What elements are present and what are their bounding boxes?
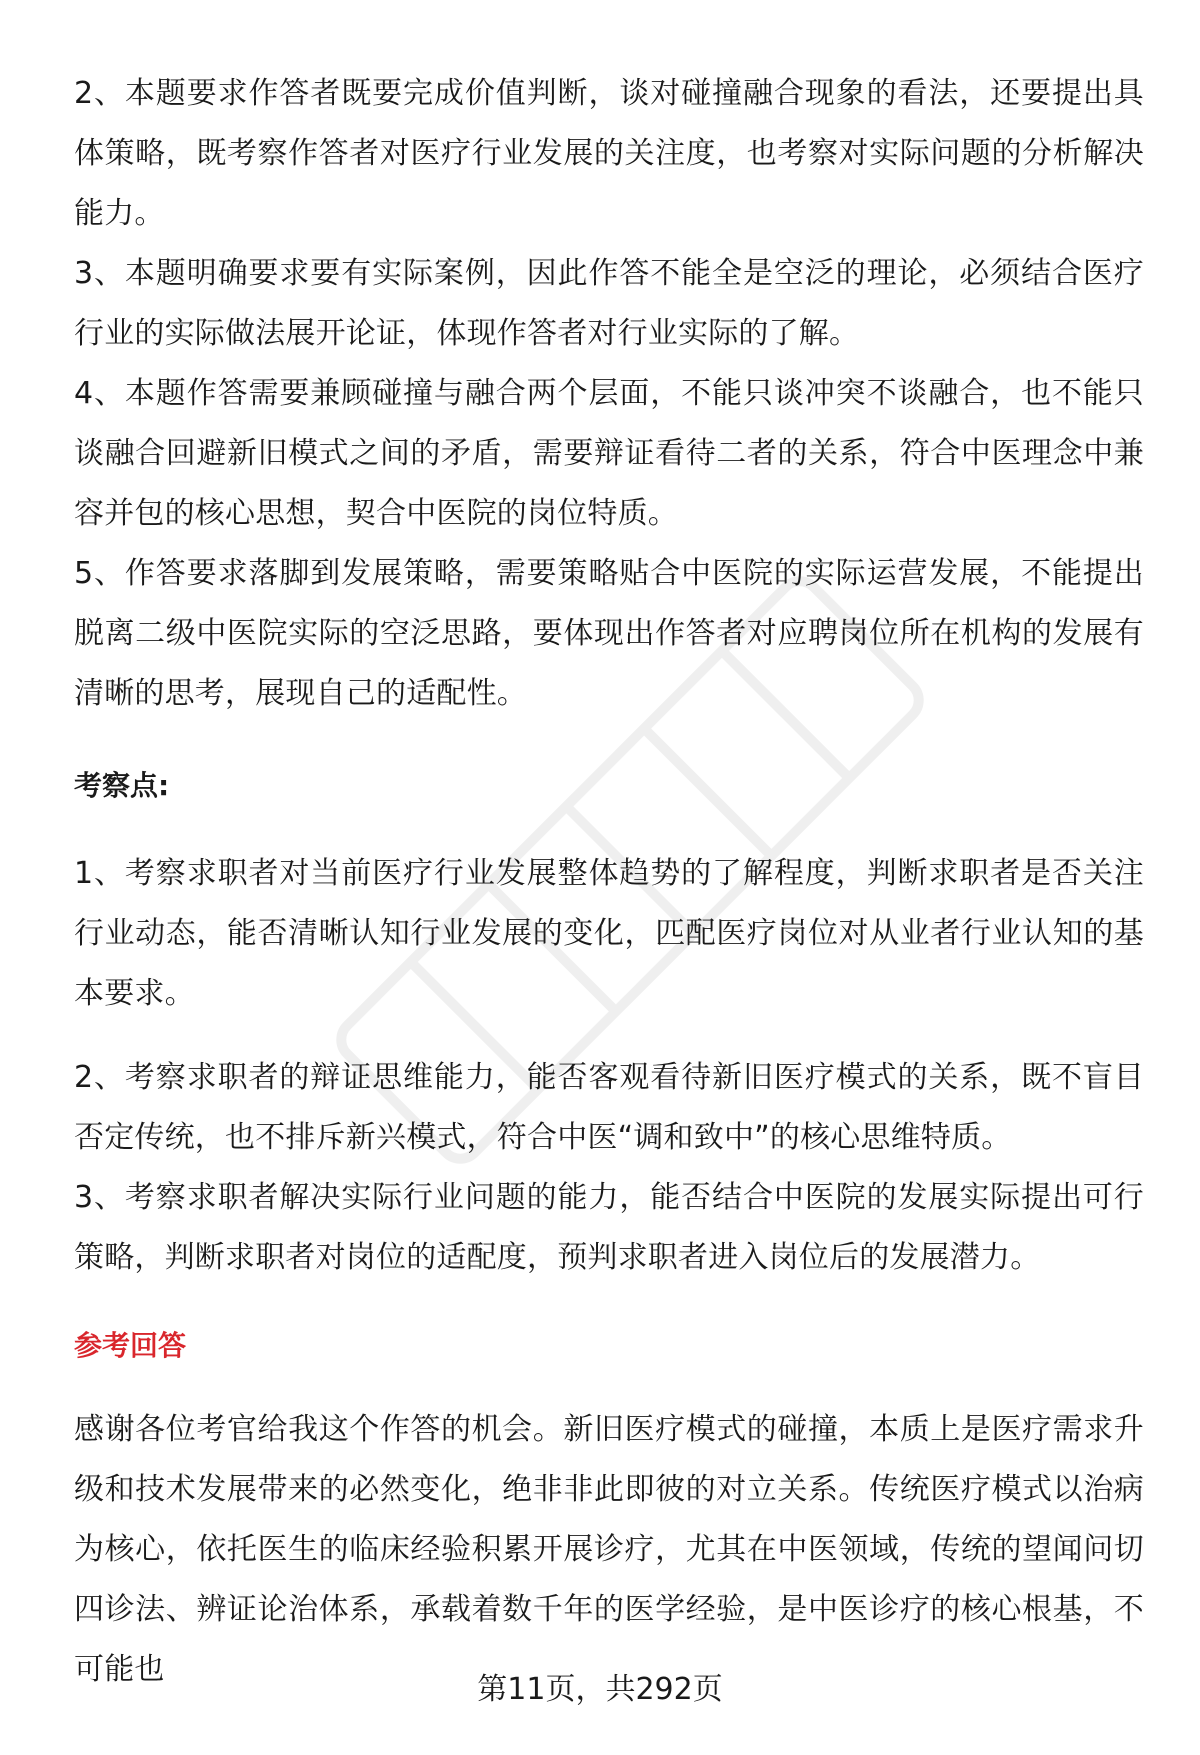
paragraph-point-4: 4、本题作答需要兼顾碰撞与融合两个层面，不能只谈冲突不谈融合，也不能只谈融合回避新旧模式之间的矛盾，需要辩证看待二者的关系，符合中医理念中兼容并包的核心思想，契合中医院的岗位特质。	[74, 376, 1144, 531]
page-content	[74, 64, 1144, 1700]
spacer	[74, 1024, 1144, 1048]
spacer	[74, 1376, 1144, 1400]
kaocha-item-2: 2、考察求职者的辩证思维能力，能否客观看待新旧医疗模式的关系，既不盲目否定传统，也不排斥新兴模式，符合中医“调和致中”的核心思维特质。	[74, 1060, 1144, 1155]
section-heading-kaocha: 考察点:	[74, 769, 170, 802]
kaocha-item-1: 1、考察求职者对当前医疗行业发展整体趋势的了解程度，判断求职者是否关注行业动态，能否清晰认知行业发展的变化，匹配医疗岗位对从业者行业认知的基本要求。	[74, 856, 1144, 1011]
paragraph-point-3: 3、本题明确要求要有实际案例，因此作答不能全是空泛的理论，必须结合医疗行业的实际做法展开论证，体现作答者对行业实际的了解。	[74, 256, 1144, 351]
answer-paragraph: 感谢各位考官给我这个作答的机会。新旧医疗模式的碰撞，本质上是医疗需求升级和技术发展带来的必然变化，绝非非此即彼的对立关系。传统医疗模式以治病为核心，依托医生的临床经验积累开展诊疗，尤其在中医领域，传统的望闻问切四诊法、辨证论治体系，承载着数千年的医学经验，是中医诊疗的核心根基，不可能也	[74, 1412, 1144, 1687]
kaocha-item-3: 3、考察求职者解决实际行业问题的能力，能否结合中医院的发展实际提出可行策略，判断求职者对岗位的适配度，预判求职者进入岗位后的发展潜力。	[74, 1180, 1144, 1275]
paragraph-point-5: 5、作答要求落脚到发展策略，需要策略贴合中医院的实际运营发展，不能提出脱离二级中医院实际的空泛思路，要体现出作答者对应聘岗位所在机构的发展有清晰的思考，展现自己的适配性。	[74, 556, 1144, 711]
section-heading-answer: 参考回答	[74, 1329, 187, 1362]
spacer	[74, 816, 1144, 844]
paragraph-point-2: 2、本题要求作答者既要完成价值判断，谈对碰撞融合现象的看法，还要提出具体策略，既考察作答者对医疗行业发展的关注度，也考察对实际问题的分析解决能力。	[74, 76, 1144, 231]
spacer	[74, 1288, 1144, 1316]
spacer	[74, 724, 1144, 756]
page-number-footer: 第11页，共292页	[477, 1672, 723, 1707]
